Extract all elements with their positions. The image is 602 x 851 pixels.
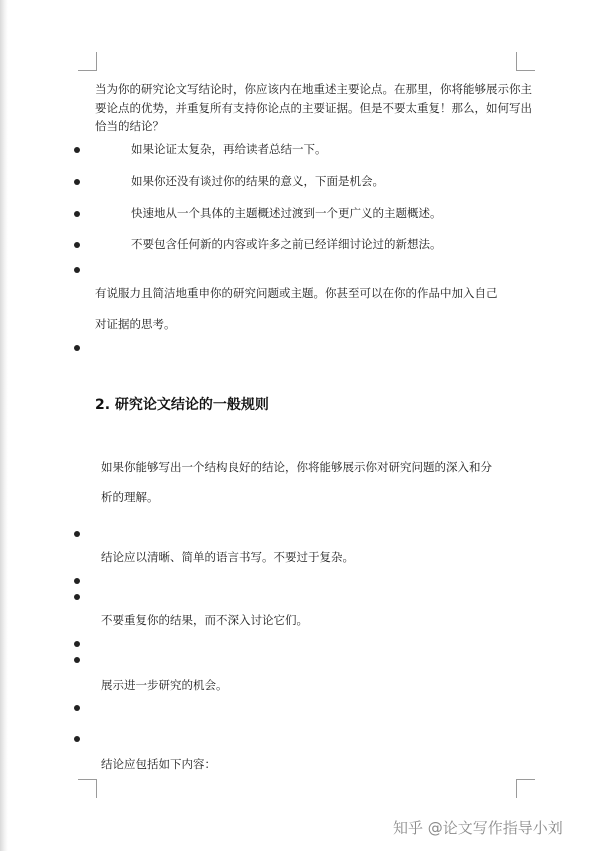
paragraph-2-line-1: 如果你能够写出一个结构良好的结论，你将能够展示你对研究问题的深入和分 xyxy=(101,460,492,474)
intro-line-2: 要论点的优势，并重复所有支持你论点的主要证据。但是不要太重复！那么，如何写出 xyxy=(95,101,532,115)
bullet xyxy=(74,594,80,600)
bullet xyxy=(74,578,80,584)
list-item: 快速地从一个具体的主题概述过渡到一个更广义的主题概述。 xyxy=(131,206,442,220)
bullet xyxy=(74,736,80,742)
margin-corner-bottom-right xyxy=(516,779,535,798)
bullet xyxy=(74,179,80,185)
margin-corner-top-right xyxy=(516,52,535,71)
intro-line-1: 当为你的研究论文写结论时，你应该内在地重述主要论点。在那里，你将能够展示你主 xyxy=(95,82,532,96)
bullet xyxy=(74,211,80,217)
bullet xyxy=(74,705,80,711)
list-item: 不要包含任何新的内容或许多之前已经详细讨论过的新想法。 xyxy=(131,237,442,251)
paragraph-1-line-2: 对证据的思考。 xyxy=(95,317,176,331)
margin-corner-bottom-left xyxy=(78,779,97,798)
bullet xyxy=(74,345,80,351)
rule-item: 展示进一步研究的机会。 xyxy=(101,678,228,692)
bullet xyxy=(74,531,80,537)
bullet xyxy=(74,267,80,273)
page-left-shadow xyxy=(0,0,8,851)
bullet xyxy=(74,147,80,153)
bullet xyxy=(74,657,80,663)
bullet xyxy=(74,641,80,647)
margin-corner-top-left xyxy=(78,52,97,71)
bullet xyxy=(74,242,80,248)
paragraph-1-line-1: 有说服力且简洁地重申你的研究问题或主题。你甚至可以在你的作品中加入自己 xyxy=(95,286,498,300)
intro-line-3: 恰当的结论？ xyxy=(95,119,164,133)
rule-item: 不要重复你的结果，而不深入讨论它们。 xyxy=(101,613,308,627)
list-item: 如果你还没有谈过你的结果的意义，下面是机会。 xyxy=(131,174,384,188)
rule-item: 结论应以清晰、简单的语言书写。不要过于复杂。 xyxy=(101,550,354,564)
section-heading: 2. 研究论文结论的一般规则 xyxy=(95,397,269,413)
rule-item: 结论应包括如下内容： xyxy=(101,757,216,771)
list-item: 如果论证太复杂，再给读者总结一下。 xyxy=(131,142,327,156)
paragraph-2-line-2: 析的理解。 xyxy=(101,490,159,504)
watermark: 知乎 @论文写作指导小刘 xyxy=(393,819,563,837)
